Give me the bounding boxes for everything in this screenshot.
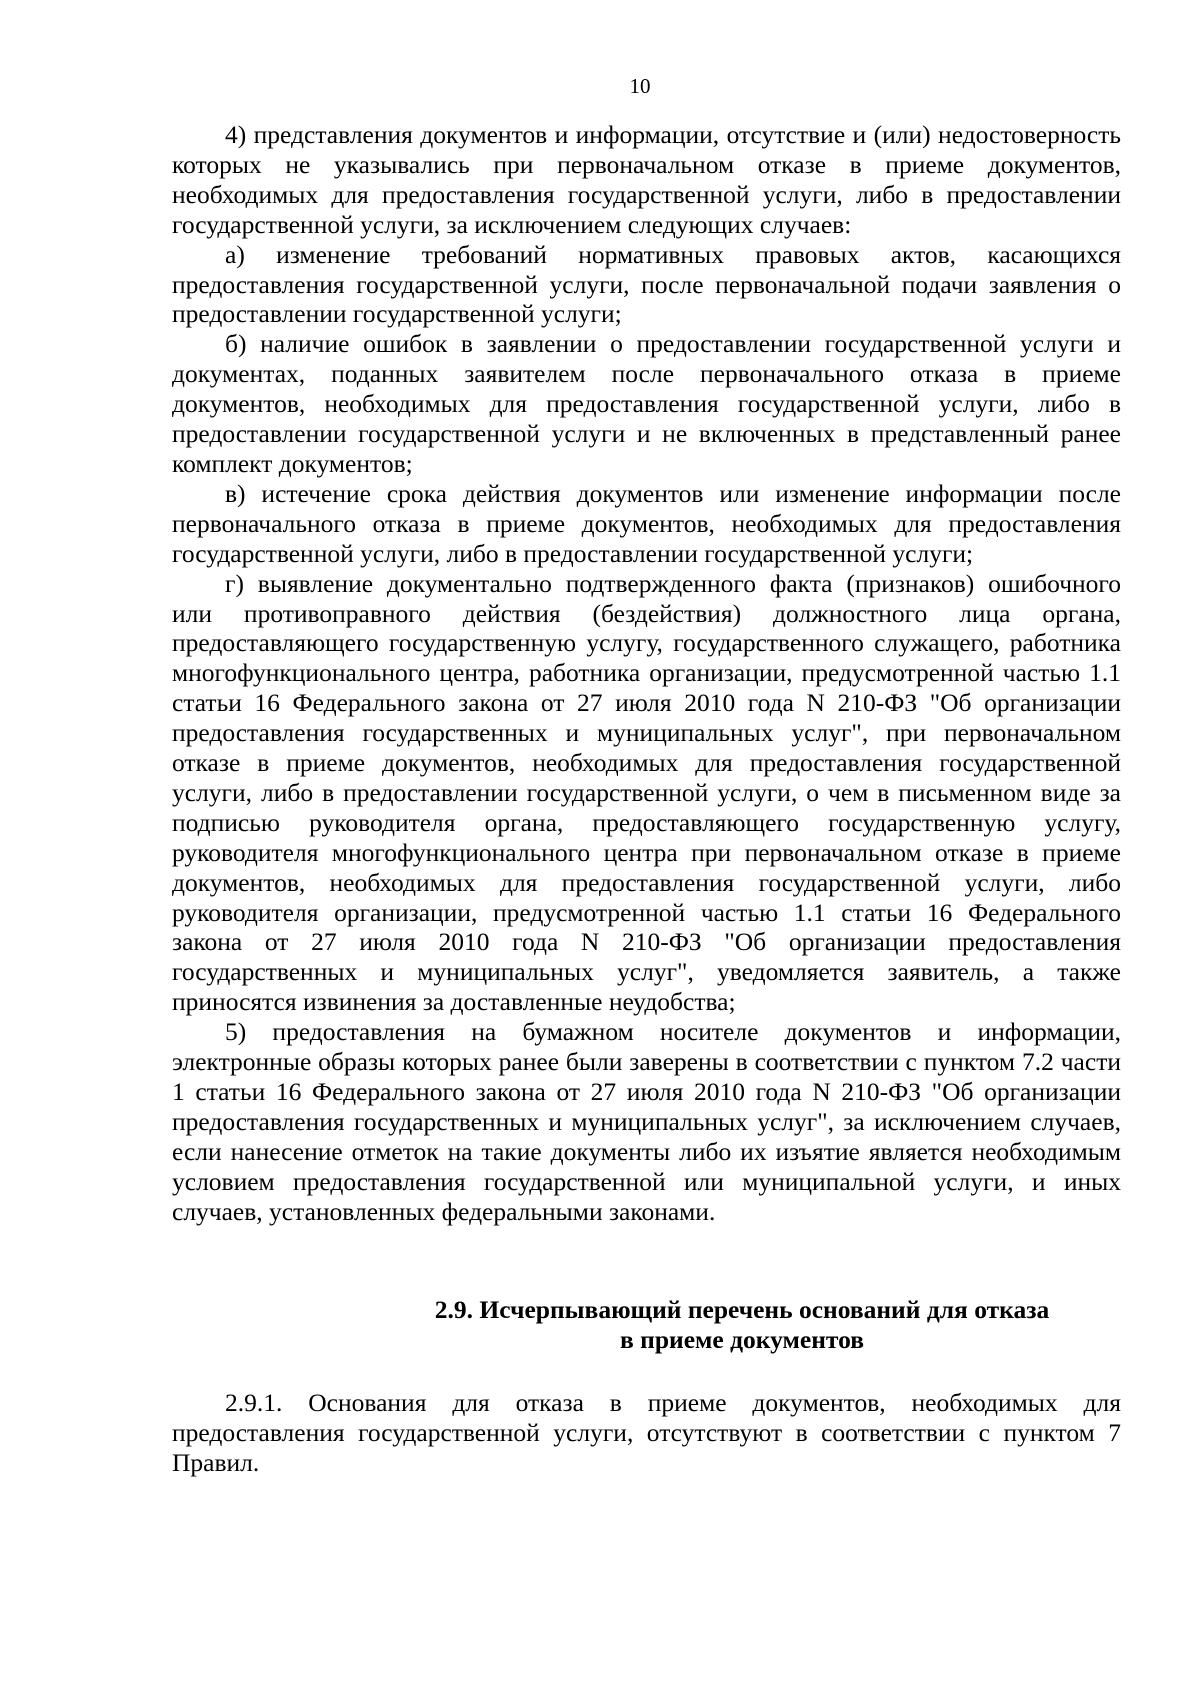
section-heading [172,1295,1200,1355]
body-text [172,120,1121,1227]
section-heading-line-1: 2.9. Исчерпывающий перечень оснований для отказа [434,1295,1050,1324]
section-body [172,1388,1121,1478]
paragraph-item-5: 5) предоставления на бумажном носителе документов и информации, электронные образы которых ранее были заверены в соответствии с пунктом 7.2 части 1 статьи 16 Федерального закона от 27 июля 2010 года N 210-ФЗ "Об организации предоставления государственных и муниципальных услуг", за исключением случаев, если нанесение отметок на такие документы либо их изъятие является необходимым условием предоставления государственной или муниципальной услуги, и иных случаев, установленных федеральными законами. [172,1017,1121,1226]
section-paragraph: 2.9.1. Основания для отказа в приеме документов, необходимых для предоставления государственной услуги, отсутствуют в соответствии с пунктом 7 Правил. [172,1388,1121,1477]
section-heading-line-2: в приеме документов [620,1325,864,1354]
paragraph-subitem-b: б) наличие ошибок в заявлении о предоставлении государственной услуги и документах, поданных заявителем после первоначального отказа в приеме документов, необходимых для предоставления государственной услуги, либо в предоставлении государственной услуги и не включенных в представленный ранее комплект документов; [172,329,1121,478]
paragraph-item-4: 4) представления документов и информации, отсутствие и (или) недостоверность которых не указывались при первоначальном отказе в приеме документов, необходимых для предоставления государственной услуги, либо в предоставлении государственной услуги, за исключением следующих случаев: [172,120,1121,239]
paragraph-subitem-g: г) выявление документально подтвержденного факта (признаков) ошибочного или противоправного действия (бездействия) должностного лица органа, предоставляющего государственную услугу, государственного служащего, работника многофункционального центра, работника организации, предусмотренной частью 1.1 статьи 16 Федерального закона от 27 июля 2010 года N 210-ФЗ "Об организации предоставления государственных и муниципальных услуг", при первоначальном отказе в приеме документов, необходимых для предоставления государственной услуги, либо в предоставлении государственной услуги, о чем в письменном виде за подписью руководителя органа, предоставляющего государственную услугу, руководителя многофункционального центра при первоначальном отказе в приеме документов, необходимых для предоставления государственной услуги, либо руководителя организации, предусмотренной частью 1.1 статьи 16 Федерального закона от 27 июля 2010 года N 210-ФЗ "Об организации предоставления государственных и муниципальных услуг", уведомляется заявитель, а также приносятся извинения за доставленные неудобства; [172,568,1121,1017]
paragraph-subitem-a: а) изменение требований нормативных правовых актов, касающихся предоставления государственной услуги, после первоначальной подачи заявления о предоставлении государственной услуги; [172,239,1121,329]
page-number: 10 [629,74,651,98]
paragraph-subitem-v: в) истечение срока действия документов или изменение информации после первоначального отказа в приеме документов, необходимых для предоставления государственной услуги, либо в предоставлении государственной услуги; [172,478,1121,568]
